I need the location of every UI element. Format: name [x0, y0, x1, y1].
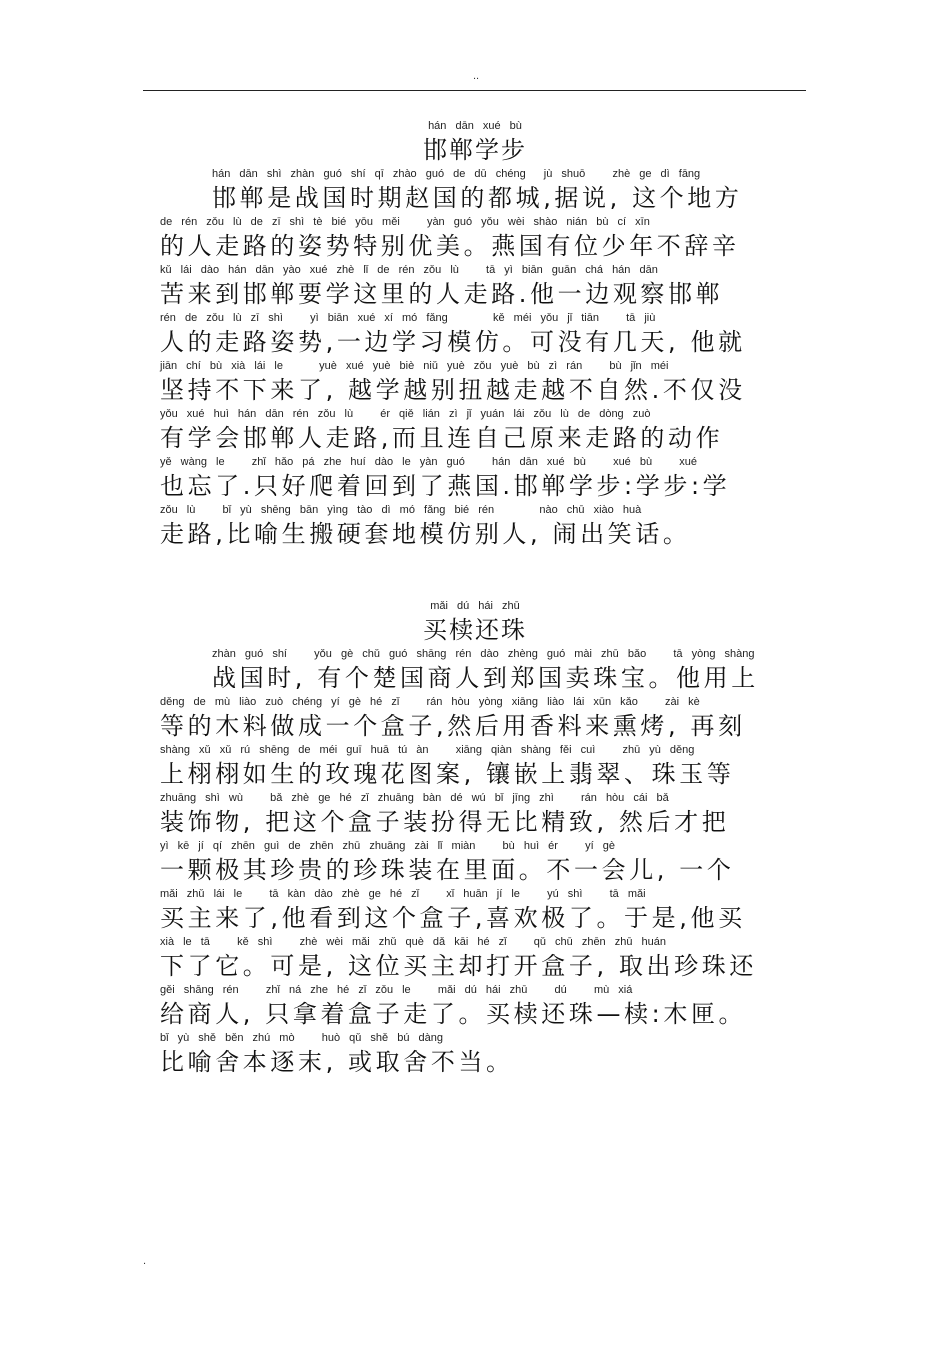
- story1-line-text: 邯郸是战国时期赵国的都城,据说, 这个地方: [212, 184, 743, 212]
- story2-line-pinyin: mǎi zhǔ lái le tā kàn dào zhè ge hé zǐ xǐ huān jí le yú shì tā mǎi: [160, 888, 646, 900]
- story2-line-text: 等的木料做成一个盒子,然后用香料来熏烤, 再刻: [160, 712, 746, 740]
- story2-line-pinyin: shàng xǔ xǔ rú shēng de méi guī huā tú àn xiāng qiàn shàng fěi cuì zhū yù děng: [160, 744, 695, 756]
- footer-mark: .: [143, 1255, 147, 1267]
- story2-line: [160, 742, 800, 790]
- story1-line-text: 也忘了.只好爬着回到了燕国.邯郸学步:学步:学: [160, 472, 731, 500]
- story2-line-text: 下了它。可是, 这位买主却打开盒子, 取出珍珠还: [160, 952, 757, 980]
- story2-line-pinyin: děng de mù liào zuò chéng yí gè hé zǐ rán hòu yòng xiāng liào lái xūn kǎo zài kè: [160, 696, 700, 708]
- story2-line-text: 一颗极其珍贵的珍珠装在里面。不一会儿, 一个: [160, 856, 735, 884]
- story1-line-pinyin: kǔ lái dào hán dān yào xué zhè lǐ de rén zǒu lù tā yì biān guān chá hán dān: [160, 264, 658, 276]
- story1-line-pinyin: rén de zǒu lù zī shì yì biān xué xí mó fǎng kě méi yǒu jǐ tiān tā jiù: [160, 312, 656, 324]
- story2-title-text: 买椟还珠: [423, 616, 527, 644]
- story2-line: [160, 646, 800, 694]
- story2-line: [160, 790, 800, 838]
- story1-line: [160, 214, 800, 262]
- story1-line-pinyin: yǒu xué huì hán dān rén zǒu lù ér qiě lián zì jǐ yuán lái zǒu lù de dòng zuò: [160, 408, 651, 420]
- story2-line: [160, 694, 800, 742]
- story2-line-text: 买主来了,他看到这个盒子,喜欢极了。于是,他买: [160, 904, 746, 932]
- header-mark: ..: [472, 70, 480, 82]
- header-rule: [143, 90, 806, 91]
- story1-line-pinyin: zǒu lù bǐ yù shēng bān yìng tào dì mó fǎng bié rén nào chū xiào huà: [160, 504, 642, 516]
- story2-title: [0, 598, 950, 646]
- story1-line-text: 坚持不下来了, 越学越别扭越走越不自然.不仅没: [160, 376, 746, 404]
- story2-line-text: 上栩栩如生的玫瑰花图案, 镶嵌上翡翠、珠玉等: [160, 760, 735, 788]
- story1-line: [160, 454, 800, 502]
- story1-line-pinyin: hán dān shì zhàn guó shí qī zhào guó de dū chéng jù shuō zhè ge dì fāng: [212, 168, 701, 180]
- story2-line-pinyin: xià le tā kě shì zhè wèi mǎi zhǔ què dǎ kāi hé zǐ qǔ chū zhēn zhū huán: [160, 936, 666, 948]
- story2-line-text: 给商人, 只拿着盒子走了。买椟还珠—椟:木匣。: [160, 1000, 747, 1028]
- story1-title: [0, 118, 950, 166]
- story2-line-pinyin: bǐ yù shě běn zhú mò huò qǔ shě bú dàng: [160, 1032, 443, 1044]
- story1-line: [160, 406, 800, 454]
- story2-line: [160, 886, 800, 934]
- story1-line-text: 人的走路姿势,一边学习模仿。可没有几天, 他就: [160, 328, 746, 356]
- story2-line-text: 装饰物, 把这个盒子装扮得无比精致, 然后才把: [160, 808, 730, 836]
- story2-line: [160, 1030, 800, 1078]
- story1-line-pinyin: jiān chí bù xià lái le yuè xué yuè biè niǔ yuè zǒu yuè bù zì rán bù jǐn méi: [160, 360, 669, 372]
- story1-title-text: 邯郸学步: [423, 136, 527, 164]
- story1-line-text: 走路,比喻生搬硬套地模仿别人, 闹出笑话。: [160, 520, 691, 548]
- story2-line-pinyin: gěi shāng rén zhǐ ná zhe hé zǐ zǒu le mǎi dú hái zhū dú mù xiá: [160, 984, 633, 996]
- story2-line-pinyin: zhàn guó shí yǒu gè chǔ guó shāng rén dào zhèng guó mài zhū bǎo tā yòng shàng: [212, 648, 755, 660]
- story2-line-text: 战国时, 有个楚国商人到郑国卖珠宝。他用上: [212, 664, 759, 692]
- story1-line: [160, 166, 800, 214]
- story2-line: [160, 982, 800, 1030]
- story2-line-pinyin: yì kē jí qí zhēn guì de zhēn zhū zhuāng zài lǐ miàn bù huì ér yí gè: [160, 840, 615, 852]
- story2-line: [160, 934, 800, 982]
- story1-line-pinyin: yě wàng le zhǐ hǎo pá zhe huí dào le yàn guó hán dān xué bù xué bù xué: [160, 456, 697, 468]
- story1-line: [160, 262, 800, 310]
- story1-line-text: 苦来到邯郸要学这里的人走路.他一边观察邯郸: [160, 280, 724, 308]
- story1-title-pinyin: hán dān xué bù: [428, 120, 522, 132]
- story1-line: [160, 358, 800, 406]
- story1-line-pinyin: de rén zǒu lù de zī shì tè bié yōu měi yàn guó yǒu wèi shào nián bù cí xīn: [160, 216, 650, 228]
- story2-line: [160, 838, 800, 886]
- story1-line: [160, 310, 800, 358]
- story2-line-pinyin: zhuāng shì wù bǎ zhè ge hé zǐ zhuāng bàn dé wú bǐ jīng zhì rán hòu cái bǎ: [160, 792, 669, 804]
- story2-title-pinyin: mǎi dú hái zhū: [430, 600, 520, 612]
- story1-line-text: 的人走路的姿势特别优美。燕国有位少年不辞辛: [160, 232, 740, 260]
- story1-line-text: 有学会邯郸人走路,而且连自己原来走路的动作: [160, 424, 724, 452]
- story2-line-text: 比喻舍本逐末, 或取舍不当。: [160, 1048, 514, 1076]
- story1-line: [160, 502, 800, 550]
